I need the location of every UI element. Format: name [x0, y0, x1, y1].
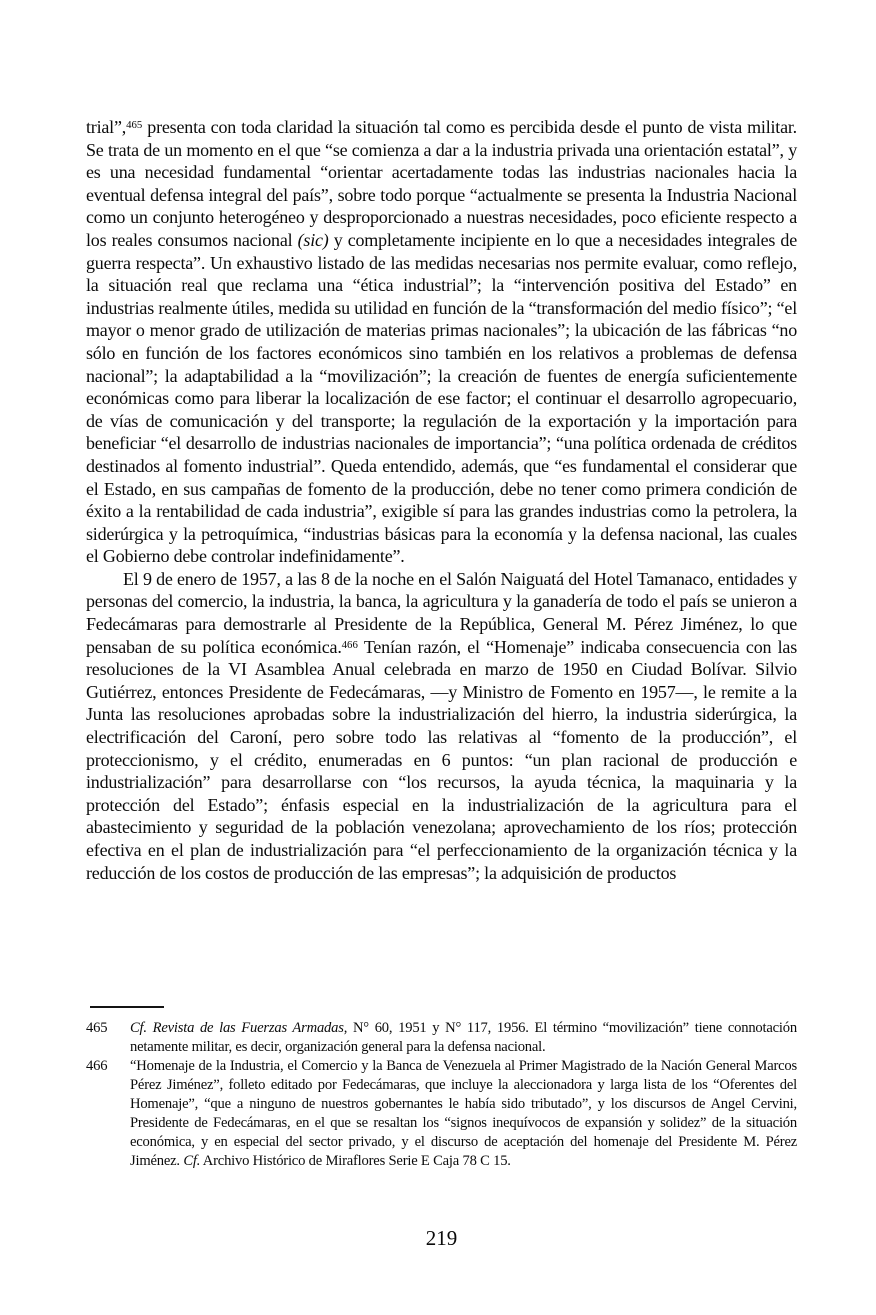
body-text [86, 116, 797, 884]
footnote-number: 466 [86, 1058, 108, 1074]
footnote-text-run: Archivo Histórico de Miraflores Serie E Caja 78 C 15. [200, 1153, 511, 1169]
paragraph-text: y completamente incipiente en lo que a necesidades integrales de guerra respecta”. Un exhaustivo listado de las medidas necesarias nos permite evaluar, como reflejo, la situación real que reclama una “ética industrial”; la “intervención positiva del Estado” en industrias realmente útiles, medida su utilidad en función de la “transformación del medio físico”; “el mayor o menor grado de utilización de materias primas nacionales”; la ubicación de las fábricas “no sólo en función de los factores económicos sino también en los relativos a problemas de defensa nacional”; la adaptabilidad a la “movilización”; la creación de fuentes de energía suficientemente económicas como para liberar la localización de ese factor; el continuar el desarrollo agropecuario, de vías de comunicación y del transporte; la regulación de la exportación y la importación para beneficiar “el desarrollo de industrias nacionales de importancia”; “una política ordenada de créditos destinados al fomento industrial”. Queda entendido, además, que “es fundamental el considerar que el Estado, en sus campañas de fomento de la producción, debe no tener como primera condición de éxito a la rentabilidad de cada industria”, exigible sí para las grandes industrias como la petrolera, la siderúrgica y la petroquímica, “industrias básicas para la economía y la defensa nacional, las cuales el Gobierno debe controlar indefinidamente”. [86, 229, 797, 567]
footnote-separator-rule [90, 1006, 164, 1008]
paragraph-continuation [86, 116, 797, 568]
paragraph-text: trial”, [86, 117, 127, 137]
paragraph-text: presenta con toda claridad la situación tal como es percibida desde el punto de vista militar. Se trata de un momento en el que “se comienza a dar a la industria privada una orientación estatal”, y es una necesidad fundamental “orientar acertadamente todas las industrias nacionales hacia la eventual defensa integral del país”, sobre todo porque “actualmente se presenta la Industria Nacional como un conjunto heterogéneo y desproporcionado a nuestras necesidades, poco eficiente respecto a los reales consumos nacional [86, 117, 797, 250]
footnote-text [130, 1019, 797, 1057]
sic-annotation: (sic) [297, 229, 329, 250]
paragraph-text: Tenían razón, el “Homenaje” indicaba consecuencia con las resoluciones de la VI Asamblea Anual celebrada en marzo de 1950 en Ciudad Bolívar. Silvio Gutiérrez, entonces Presidente de Fedecámaras, —y Ministro de Fomento en 1957—, le remite a la Junta las resoluciones aprobadas sobre la industrialización del hierro, la industria siderúrgica, la electrificación del Caroní, pero sobre todo las relativas al “fomento de la producción”, el proteccionismo, y el crédito, enumeradas en 6 puntos: “un plan racional de producción e industrialización” para desarrollarse con “los recursos, la ayuda técnica, la maquinaria y la protección del Estado”; énfasis especial en la industrialización de la agricultura para el abastecimiento y seguridad de la población venezolana; aprovechamiento de los ríos; protección efectiva en el plan de industrialización para “el perfeccionamiento de la organización técnica y la reducción de los costos de producción de las empresas”; la adquisición de productos [86, 636, 797, 883]
footnotes-section [86, 1006, 797, 1171]
footnote-ref-465: 465 [126, 119, 143, 132]
footnote-466 [86, 1057, 797, 1171]
paragraph-text: El 9 de enero de 1957, a las 8 de la noche en el Salón Naiguatá del Hotel Tamanaco, entidades y personas del comercio, la industria, la banca, la agricultura y la ganadería de todo el país se unieron a Fedecámaras para demostrarle al Presidente de la República, General M. Pérez Jiménez, lo que pensaban de su política económica. [86, 568, 797, 657]
paragraph-2 [86, 568, 797, 884]
footnote-text-run: “Homenaje de la Industria, el Comercio y la Banca de Venezuela al Primer Magistrado de la Nación General Marcos Pérez Jiménez”, folleto editado por Fedecámaras, que incluye la aleccionadora y larga lista de los “Oferentes del Homenaje”, “que a ninguno de nuestros gobernantes le había sido tributado”, y los discursos de Angel Cervini, Presidente de Fedecámaras, en el que se resaltan los “signos inequívocos de expansión y solidez” de la situación económica, y en especial del sector privado, y el discurso de aceptación del homenaje del Presidente M. Pérez Jiménez. [130, 1058, 797, 1169]
footnote-citation-italic: Cf. Revista de las Fuerzas Armadas [130, 1020, 344, 1036]
footnote-text-run: , N° 60, 1951 y N° 117, 1956. El término “movilización” tiene connotación netamente militar, es decir, organización general para la defensa nacional. [130, 1020, 797, 1055]
footnote-text [130, 1057, 797, 1171]
page-number: 219 [425, 1226, 458, 1250]
footnote-ref-466: 466 [341, 638, 358, 651]
footnote-citation-italic: Cf. [183, 1153, 201, 1169]
footnote-465 [86, 1019, 797, 1057]
footnote-number: 465 [86, 1020, 108, 1036]
